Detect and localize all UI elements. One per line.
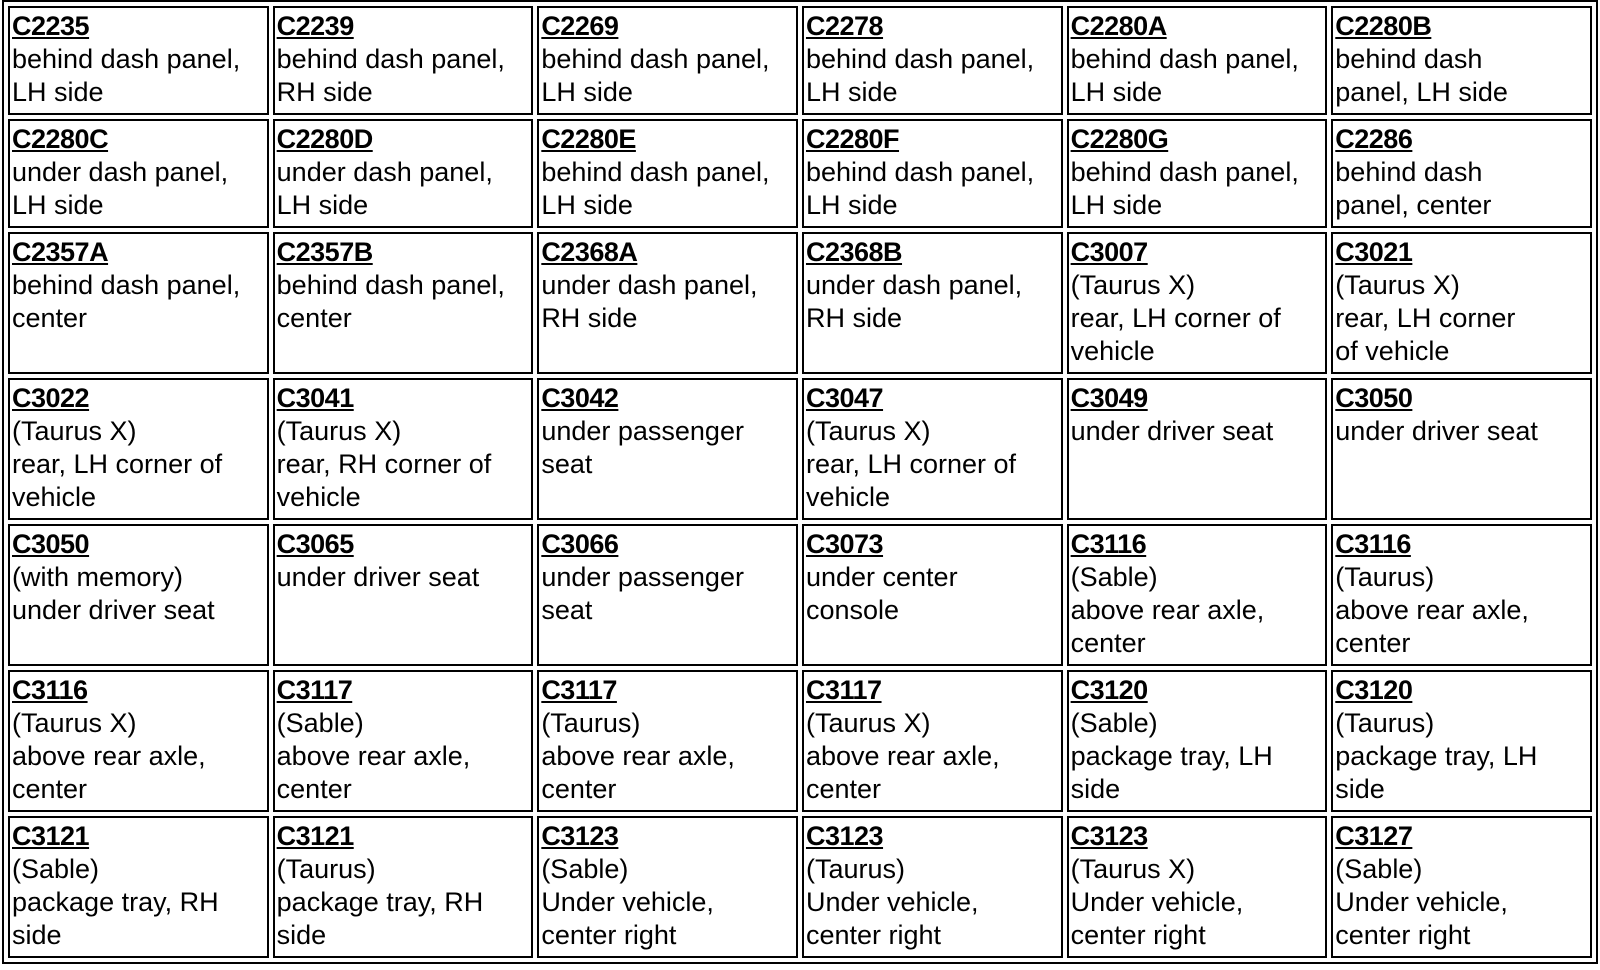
connector-code-link[interactable]: C3117	[276, 675, 353, 705]
connector-cell	[1331, 524, 1592, 666]
connector-location-text: Under vehicle,	[541, 887, 714, 917]
connector-location-text: (Sable)	[1070, 562, 1158, 592]
connector-location-text: behind dash	[1335, 44, 1483, 74]
connector-cell	[537, 378, 798, 520]
connector-location-text: center	[12, 774, 88, 804]
connector-location-text: panel, LH side	[1335, 77, 1508, 107]
connector-location-text: seat	[541, 449, 593, 479]
connector-location-text: LH side	[541, 190, 633, 220]
connector-location-text: of vehicle	[1335, 336, 1450, 366]
connector-location-text: (with memory)	[12, 562, 184, 592]
connector-code-link[interactable]: C3042	[541, 383, 619, 413]
connector-location-text: under driver seat	[1070, 416, 1274, 446]
connector-location-text: LH side	[805, 77, 898, 107]
table-row	[8, 378, 1592, 520]
connector-cell	[273, 378, 534, 520]
connector-code-link[interactable]: C2239	[276, 11, 354, 41]
connector-cell	[1067, 816, 1328, 958]
connector-cell	[273, 524, 534, 666]
connector-cell	[802, 378, 1063, 520]
connector-code-link[interactable]: C3120	[1335, 675, 1413, 705]
connector-code-link[interactable]: C2269	[541, 11, 619, 41]
connector-cell	[273, 670, 534, 812]
connector-location-text: above rear axle,	[276, 741, 471, 771]
connector-location-text: behind dash panel,	[541, 157, 770, 187]
connector-location-text: (Taurus)	[1335, 562, 1435, 592]
connector-location-text: behind dash panel,	[1070, 44, 1299, 74]
connector-location-text: above rear axle,	[1070, 595, 1265, 625]
connector-cell	[802, 670, 1063, 812]
connector-location-text: center right	[1335, 920, 1471, 950]
connector-cell	[802, 232, 1063, 374]
connector-cell	[802, 524, 1063, 666]
table-row	[8, 232, 1592, 374]
connector-cell	[1331, 119, 1592, 228]
connector-location-text: (Taurus X)	[805, 708, 931, 738]
connector-cell	[1331, 816, 1592, 958]
connector-location-text: RH side	[276, 77, 373, 107]
connector-location-text: console	[805, 595, 900, 625]
connector-location-text: behind dash panel,	[805, 44, 1035, 74]
connector-location-text: center	[1335, 628, 1411, 658]
connector-code-link[interactable]: C3050	[12, 529, 90, 559]
connector-location-text: (Taurus)	[541, 708, 641, 738]
connector-cell	[8, 6, 269, 115]
connector-location-text: (Taurus X)	[276, 416, 402, 446]
connector-location-text: Under vehicle,	[805, 887, 979, 917]
connector-code-link[interactable]: C2357A	[12, 237, 109, 267]
connector-cell	[8, 816, 269, 958]
connector-cell	[1331, 378, 1592, 520]
connector-location-text: package tray, LH	[1070, 741, 1273, 771]
connector-location-text: LH side	[276, 190, 369, 220]
connector-code-link[interactable]: C3123	[1070, 821, 1148, 851]
connector-cell	[273, 232, 534, 374]
connector-location-text: LH side	[12, 190, 104, 220]
connector-location-text: vehicle	[12, 482, 97, 512]
connector-code-link[interactable]: C2286	[1335, 124, 1413, 154]
connector-location-text: center	[276, 303, 352, 333]
connector-location-text: behind dash panel,	[1070, 157, 1299, 187]
connector-code-link[interactable]: C3123	[805, 821, 884, 851]
connector-location-text: Under vehicle,	[1070, 887, 1244, 917]
connector-code-link[interactable]: C3022	[12, 383, 90, 413]
connector-code-link[interactable]: C2280C	[12, 124, 109, 154]
connector-cell	[537, 816, 798, 958]
connector-location-text: (Sable)	[12, 854, 100, 884]
connector-location-text: under driver seat	[276, 562, 480, 592]
connector-location-text: vehicle	[805, 482, 891, 512]
connector-location-text: center right	[805, 920, 942, 950]
connector-location-text: package tray, RH	[12, 887, 219, 917]
connector-location-text: side	[1070, 774, 1121, 804]
connector-cell	[537, 6, 798, 115]
connector-location-text: LH side	[1070, 77, 1163, 107]
connector-cell	[273, 119, 534, 228]
connector-code-link[interactable]: C3050	[1335, 383, 1413, 413]
connector-location-text: (Sable)	[276, 708, 364, 738]
connector-cell	[802, 119, 1063, 228]
connector-code-link[interactable]: C2280B	[1335, 11, 1432, 41]
connector-location-text: behind dash panel,	[276, 270, 505, 300]
connector-cell	[1067, 524, 1328, 666]
connector-code-link[interactable]: C3121	[276, 821, 354, 851]
connector-location-text: vehicle	[1070, 336, 1155, 366]
connector-location-text: under center	[805, 562, 958, 592]
connector-cell	[1067, 232, 1328, 374]
connector-cell	[537, 670, 798, 812]
connector-location-text: (Taurus X)	[1335, 270, 1460, 300]
connector-code-link[interactable]: C2357B	[276, 237, 373, 267]
table-row	[8, 524, 1592, 666]
connector-location-text: LH side	[805, 190, 898, 220]
connector-cell	[537, 524, 798, 666]
connector-cell	[8, 378, 269, 520]
connector-code-link[interactable]: C2278	[805, 11, 884, 41]
connector-code-link[interactable]: C2280E	[541, 124, 636, 154]
table-row	[8, 816, 1592, 958]
connector-location-text: package tray, RH	[276, 887, 484, 917]
connector-code-link[interactable]: C3120	[1070, 675, 1148, 705]
connector-location-text: under dash panel,	[12, 157, 229, 187]
connector-location-text: (Taurus)	[276, 854, 376, 884]
connector-cell	[1331, 670, 1592, 812]
connector-cell	[1067, 670, 1328, 812]
connector-location-text: under driver seat	[12, 595, 215, 625]
connector-code-link[interactable]: C2368A	[541, 237, 638, 267]
connector-location-text: rear, RH corner of	[276, 449, 492, 479]
connector-location-text: under driver seat	[1335, 416, 1538, 446]
connector-cell	[802, 6, 1063, 115]
connector-location-text: center right	[1070, 920, 1206, 950]
connector-code-link[interactable]: C3123	[541, 821, 619, 851]
connector-code-link[interactable]: C3121	[12, 821, 90, 851]
connector-code-link[interactable]: C3116	[12, 675, 88, 705]
connector-location-text: RH side	[541, 303, 638, 333]
connector-location-text: center	[541, 774, 617, 804]
connector-code-link[interactable]: C2368B	[805, 237, 903, 267]
connector-location-text: side	[1335, 774, 1385, 804]
connector-location-text: rear, LH corner of	[12, 449, 223, 479]
connector-cell	[1067, 6, 1328, 115]
connector-location-text: center right	[541, 920, 677, 950]
connector-code-link[interactable]: C3117	[805, 675, 882, 705]
connector-location-table	[2, 0, 1598, 964]
connector-location-text: under dash panel,	[276, 157, 493, 187]
connector-location-text: (Taurus)	[1335, 708, 1435, 738]
connector-cell	[8, 524, 269, 666]
connector-location-text: behind dash panel,	[12, 44, 241, 74]
connector-location-text: Under vehicle,	[1335, 887, 1508, 917]
connector-code-link[interactable]: C3047	[805, 383, 884, 413]
connector-location-text: (Sable)	[1070, 708, 1158, 738]
connector-location-text: seat	[541, 595, 593, 625]
connector-code-link[interactable]: C2280D	[276, 124, 373, 154]
connector-cell	[1331, 232, 1592, 374]
connector-location-text: center	[1070, 628, 1146, 658]
connector-code-link[interactable]: C2235	[12, 11, 90, 41]
connector-cell	[537, 119, 798, 228]
connector-location-text: under dash panel,	[805, 270, 1023, 300]
connector-location-text: center	[805, 774, 882, 804]
connector-code-link[interactable]: C3021	[1335, 237, 1413, 267]
connector-location-text: vehicle	[276, 482, 361, 512]
table-row	[8, 6, 1592, 115]
connector-location-text: (Taurus)	[805, 854, 905, 884]
connector-location-text: behind dash panel,	[805, 157, 1035, 187]
connector-location-text: behind dash panel,	[12, 270, 241, 300]
connector-cell	[273, 816, 534, 958]
connector-cell	[8, 119, 269, 228]
connector-code-link[interactable]: C3116	[1335, 529, 1411, 559]
connector-location-text: above rear axle,	[1335, 595, 1529, 625]
connector-location-text: (Sable)	[541, 854, 629, 884]
connector-code-link[interactable]: C3117	[541, 675, 617, 705]
connector-cell	[537, 232, 798, 374]
connector-location-text: side	[276, 920, 327, 950]
connector-location-text: center	[276, 774, 352, 804]
connector-location-text: LH side	[541, 77, 633, 107]
connector-cell	[1067, 119, 1328, 228]
connector-cell	[1331, 6, 1592, 115]
connector-cell	[1067, 378, 1328, 520]
connector-table-body	[8, 6, 1592, 958]
connector-code-link[interactable]: C2280F	[805, 124, 900, 154]
connector-code-link[interactable]: C2280G	[1070, 124, 1169, 154]
connector-location-text: above rear axle,	[12, 741, 206, 771]
connector-location-text: (Taurus X)	[1070, 270, 1196, 300]
connector-code-link[interactable]: C3041	[276, 383, 354, 413]
connector-location-text: under passenger	[541, 416, 744, 446]
connector-location-text: above rear axle,	[541, 741, 735, 771]
connector-location-text: rear, LH corner	[1335, 303, 1516, 333]
connector-code-link[interactable]: C3049	[1070, 383, 1148, 413]
connector-location-text: under dash panel,	[541, 270, 758, 300]
connector-location-text: RH side	[805, 303, 902, 333]
connector-location-text: panel, center	[1335, 190, 1492, 220]
connector-location-text: rear, LH corner of	[1070, 303, 1281, 333]
connector-location-text: behind dash panel,	[276, 44, 505, 74]
connector-location-text: side	[12, 920, 62, 950]
connector-location-text: above rear axle,	[805, 741, 1000, 771]
connector-location-text: behind dash panel,	[541, 44, 770, 74]
connector-code-link[interactable]: C3066	[541, 529, 619, 559]
connector-location-text: LH side	[1070, 190, 1163, 220]
connector-code-link[interactable]: C3007	[1070, 237, 1148, 267]
connector-cell	[8, 232, 269, 374]
connector-location-text: rear, LH corner of	[805, 449, 1017, 479]
connector-cell	[802, 816, 1063, 958]
connector-code-link[interactable]: C2280A	[1070, 11, 1167, 41]
connector-location-text: (Taurus X)	[1070, 854, 1196, 884]
connector-code-link[interactable]: C3127	[1335, 821, 1413, 851]
connector-code-link[interactable]: C3065	[276, 529, 354, 559]
connector-cell	[273, 6, 534, 115]
connector-code-link[interactable]: C3116	[1070, 529, 1147, 559]
connector-location-text: (Taurus X)	[12, 708, 137, 738]
table-row	[8, 670, 1592, 812]
connector-location-text: package tray, LH	[1335, 741, 1538, 771]
connector-location-text: LH side	[12, 77, 104, 107]
table-row	[8, 119, 1592, 228]
connector-location-text: (Taurus X)	[805, 416, 931, 446]
connector-location-text: under passenger	[541, 562, 744, 592]
connector-location-text: (Taurus X)	[12, 416, 137, 446]
connector-code-link[interactable]: C3073	[805, 529, 884, 559]
connector-cell	[8, 670, 269, 812]
connector-location-text: center	[12, 303, 88, 333]
connector-location-text: (Sable)	[1335, 854, 1423, 884]
connector-location-text: behind dash	[1335, 157, 1483, 187]
